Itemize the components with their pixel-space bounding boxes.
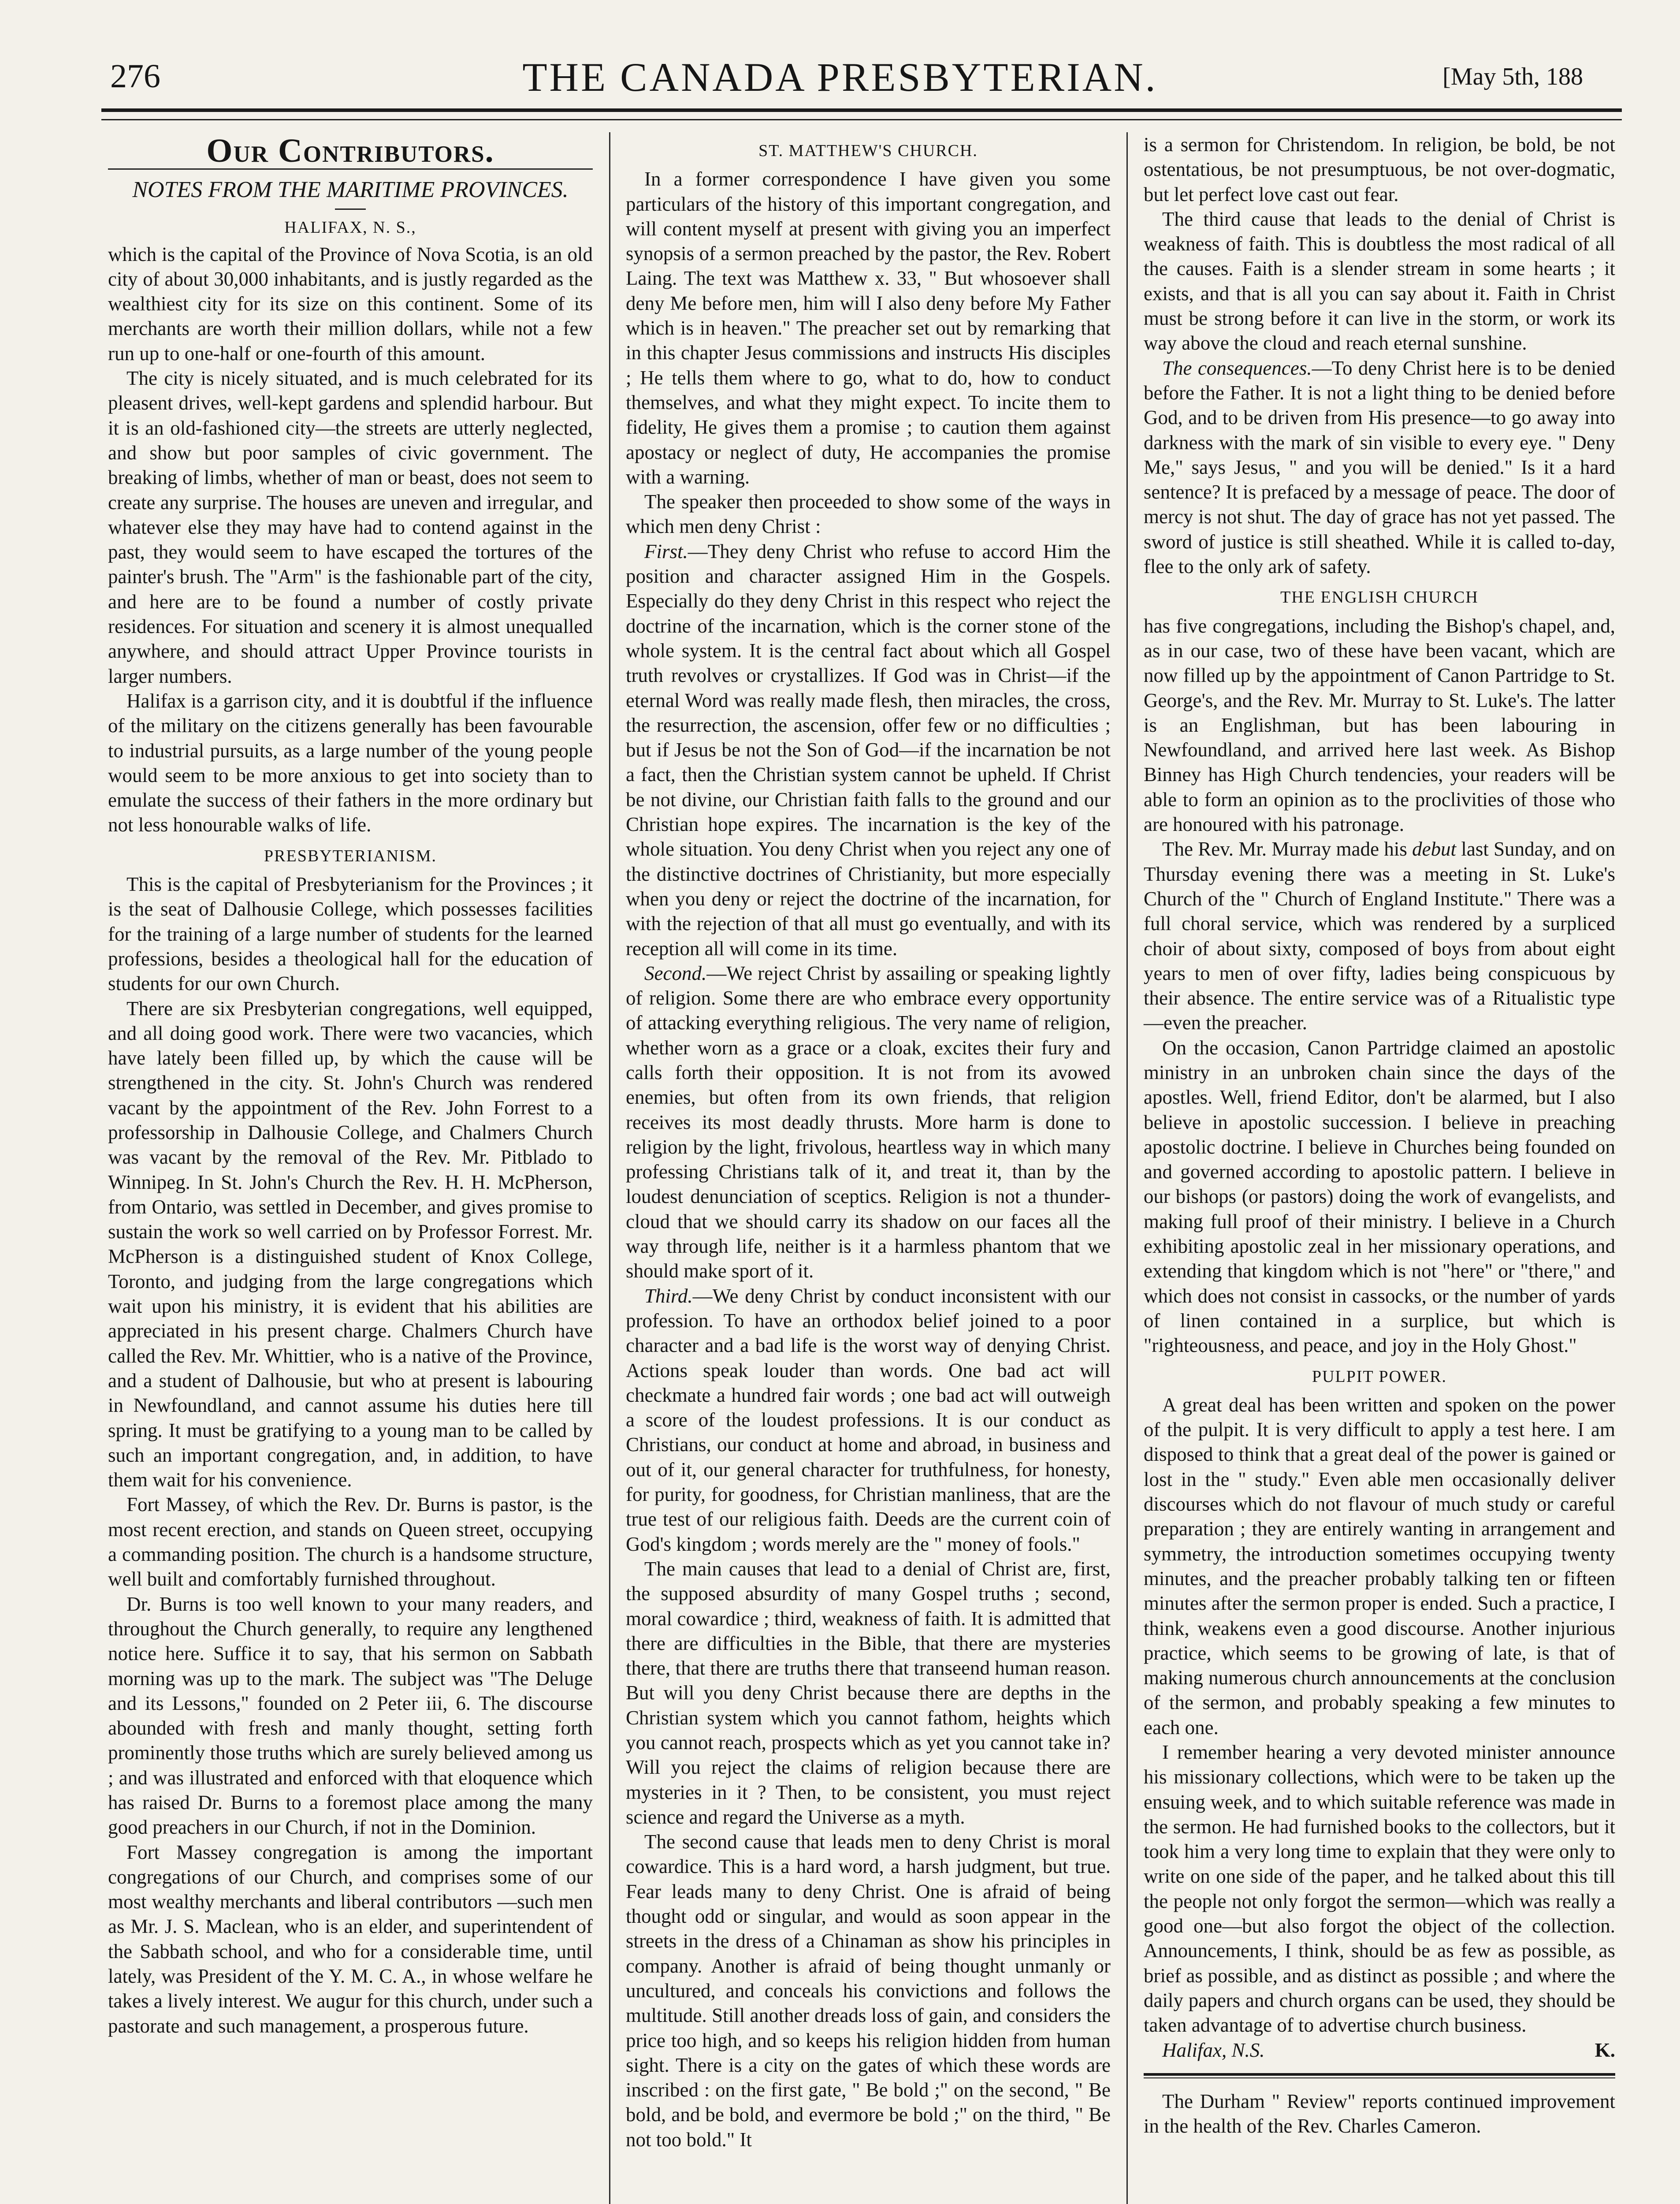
paragraph: There are six Presbyterian congregations, well equipped, and all doing good work. There were two vacancies, which have lately been filled up, by which the cause will be strengthened in the city. St. John's Church was rendered vacant by the appointment of the Rev. John Forrest to a professorship in Dalhousie College, and Chalmers Church was vacant by the removal of the Rev. Mr. Pitblado to Winnipeg. In St. John's Church the Rev. H. H. McPherson, from Ontario, was settled in December, and gives promise to sustain the work so well carried on by Professor Forrest. Mr. McPherson is a distinguished student of Knox College, Toronto, and judging from the large congregations which wait upon his ministry, it is evident that his abilities are appreciated in his present charge. Chalmers Church have called the Rev. Mr. Whittier, who is a native of the Province, and a student of Dalhousie, but who at present is labouring in Newfoundland, and cannot assume his duties here till spring. It must be gratifying to a young man to be called by such an important congregation, and, in addition, to have them wait for his convenience.: [108, 997, 593, 1491]
paragraph: The second cause that leads men to deny Christ is moral cowardice. This is a hard word, a harsh judgment, but true. Fear leads many to deny Christ. One is afraid of being thought odd or singular, and would as soon appear in the streets in the dress of a Chinaman as show his principles in company. Another is afraid of being thought unmanly or uncultured, and conceals his convictions and follows the multitude. Still another dreads loss of gain, and considers the price too high, and so keeps his religion hidden from human sight. There is a city on the gates of which these words are inscribed : on the first gate, " Be bold ;" on the second, " Be bold, and be bold, and evermore be bold ;" on the third, " Be not too bold." It: [626, 1831, 1111, 2151]
paragraph: The speaker then proceeded to show some of the ways in which men deny Christ :: [626, 491, 1111, 538]
paragraph: [626, 539, 1111, 961]
italic-word: debut: [1412, 838, 1457, 860]
signature-place: Halifax, N.S.: [1162, 2039, 1265, 2061]
paragraph-lead: Third.: [644, 1284, 693, 1307]
paragraph: In a former correspondence I have given you some particulars of the history of this important congregation, and will content myself at present with giving you an imperfect synopsis of a sermon preached by the pastor, the Rev. Robert Laing. The text was Matthew x. 33, " But whosoever shall deny Me before men, him will I also deny before My Father which is in heaven." The preacher set out by remarking that in this chapter Jesus commissions and instructs His disciples ; He tells them where to go, what to do, how to conduct themselves, and what they might expect. To incite them to fidelity, He gives them a promise ; to caution them against apostacy or neglect of duty, He accompanies the promise with a warning.: [626, 168, 1111, 488]
title-dash: [335, 208, 366, 210]
subheading: PULPIT POWER.: [1312, 1367, 1447, 1386]
paragraph: Dr. Burns is too well known to your many readers, and throughout the Church generally, to require any lengthened notice here. Suffice it to say, that his sermon on Sabbath morning was up to the mark. The subject was "The Deluge and its Lessons," founded on 2 Peter iii, 6. The discourse abounded with fresh and manly thought, setting forth prominently those truths which are surely believed among us ; and was illustrated and enforced with that eloquence which has raised Dr. Burns to a foremost place among the many good preachers in our Church, if not in the Dominion.: [108, 1593, 593, 1839]
paragraph: I remember hearing a very devoted minister announce his missionary collections, which were to be taken up the ensuing week, and to which suitable reference was made in the sermon. He had furnished books to the collectors, but it took him a very long time to explain that they were only to write on one side of the paper, and he talked about this till the people not only forgot the sermon—which was really a good one—but also forgot the object of the collection. Announcements, I think, should be as few as possible, as brief as possible, and as distinct as possible ; and where the daily papers and church organs can be used, they should be taken advantage of to advertise church business.: [1144, 1741, 1615, 2036]
article-divider-thin: [1144, 2077, 1615, 2078]
paragraph: [1144, 837, 1615, 1035]
column-divider: [1126, 132, 1128, 2204]
column-divider: [609, 132, 610, 2204]
paragraph-lead: The Rev. Mr. Murray made his: [1162, 838, 1412, 860]
paragraph: Fort Massey congregation is among the important congregations of our Church, and comprises some of our most wealthy merchants and liberal contributors —such men as Mr. J. S. Maclean, who is an elder, and superintendent of the Sabbath school, and who for a considerable time, until lately, was President of the Y. M. C. A., in whose welfare he takes a lively interest. We augur for this church, under such a pastorate and such management, a prosperous future.: [108, 1841, 593, 2037]
column-1: [108, 132, 593, 2038]
paragraph-body: —To deny Christ here is to be denied before the Father. It is not a light thing to be denied before God, and to be driven from His presence—to go away into darkness with the mark of sin visible to every eye. " Deny Me," says Jesus, " and you will be denied." Is it a hard sentence? It is prefaced by a message of peace. The door of mercy is not shut. The day of grace has not yet passed. The sword of justice is still sheathed. While it is called to-day, flee to the only ark of safety.: [1144, 357, 1616, 578]
paragraph: On the occasion, Canon Partridge claimed an apostolic ministry in an unbroken chain since the days of the apostles. Well, friend Editor, don't be alarmed, but I also believe in apostolic succession. I believe in preaching apostolic doctrine. I believe in Churches being founded on and governed according to apostolic pattern. I believe in our bishops (or pastors) doing the work of evangelists, and making full proof of their ministry. I believe in a Church exhibiting apostolic zeal in her missionary operations, and extending that kingdom which is not "here" or "there," and which does not consist in cassocks, or the number of yards of linen contained in a surplice, but which is "righteousness, and peace, and joy in the Holy Ghost.": [1144, 1036, 1615, 1357]
paragraph: [626, 961, 1111, 1284]
header-rule-thin: [101, 119, 1622, 120]
column-2: [626, 132, 1111, 2152]
paragraph: [626, 1284, 1111, 1556]
subheading: THE ENGLISH CHURCH: [1280, 588, 1479, 607]
paragraph: has five congregations, including the Bishop's chapel, and, as in our case, two of these have been vacant, which are now filled up by the appointment of Canon Partridge to St. George's, and the Rev. Mr. Murray to St. Luke's. The latter is an Englishman, but has been labouring in Newfoundland, and arrived here last week. As Bishop Binney has High Church tendencies, your readers will be able to form an opinion as to the proclivities of those who are honoured with his patronage.: [1144, 614, 1615, 836]
subheading: PRESBYTERIANISM.: [264, 846, 437, 865]
paragraph: The city is nicely situated, and is much celebrated for its pleasent drives, well-kept gardens and splendid harbour. But it is an old-fashioned city—the streets are utterly neglected, and show but poor samples of civic government. The breaking of limbs, whether of man or beast, does not seem to create any surprise. The houses are uneven and irregular, and whatever else they may have had to contend against in the past, they would seem to have escaped the tortures of the painter's brush. The "Arm" is the fashionable part of the city, and here are to be found a number of costly private residences. For situation and scenery it is almost unequalled anywhere, and should attract Upper Province tourists in larger numbers.: [108, 367, 593, 687]
paragraph: A great deal has been written and spoken on the power of the pulpit. It is very difficult to apply a test here. I am disposed to think that a great deal of the power is gained or lost in the " study." Even able men occasionally deliver discourses which do not flavour of much study or careful preparation ; they are entirely wanting in arrangement and symmetry, the introduction sometimes occupying twenty minutes, and the preacher probably talking ten or fifteen minutes after the sermon proper is ended. Such a practice, I think, weakens even a good discourse. Another injurious practice, which seems to be growing of late, is that of making numerous church announcements at the conclusion of the sermon, and probably speaking a few minutes to each one.: [1144, 1393, 1615, 1739]
paragraph: Halifax is a garrison city, and it is doubtful if the influence of the military on the citizens generally has been favourable to industrial pursuits, as a large number of the young people would seem to be more anxious to get into society than to emulate the success of their fathers in the more ordinary but not less honourable walks of life.: [108, 689, 593, 836]
masthead: [0, 57, 1680, 115]
paragraph-body: —We reject Christ by assailing or speaking lightly of religion. Some there are who embrace every opportunity of attacking everything religious. The very name of religion, whether worn as a grace or a cloak, excites their fury and calls forth their opposition. It is not from its avowed enemies, but often from its own friends, that religion receives its most deadly thrusts. More harm is done to religion by the light, frivolous, heartless way in which many professing Christians talk of it, and treat it, than by the loudest denunciation of sceptics. Religion is not a thunder-cloud that we should carry its shadow on our faces all the way through life, neither is it a harmless phantom that we should make sport of it.: [626, 962, 1111, 1282]
paragraph: The Durham " Review" reports continued improvement in the health of the Rev. Charles Cameron.: [1144, 2090, 1615, 2137]
signature-initial: K.: [1595, 2039, 1615, 2061]
paragraph-body: last Sunday, and on Thursday evening there was a meeting in St. Luke's Church of the " Church of England Institute." There was a full choral service, which was rendered by a surpliced choir of about sixty, composed of boys from about eight years to men of over fifty, ladies being conspicuous by their absence. The entire service was of a Ritualistic type—even the preacher.: [1144, 838, 1616, 1034]
section-banner: Our Contributors.: [206, 132, 494, 169]
subheading: ST. MATTHEW'S CHURCH.: [758, 141, 978, 160]
issue-date: [May 5th, 188: [1442, 63, 1583, 90]
column-3: [1144, 132, 1615, 2138]
article-divider: [1144, 2073, 1615, 2076]
paragraph: This is the capital of Presbyterianism for the Provinces ; it is the seat of Dalhousie College, which possesses facilities for the training of a large number of students for the learned professions, besides a theological hall for the education of students for our own Church.: [108, 873, 593, 995]
paragraph-body: —We deny Christ by conduct inconsistent with our profession. To have an orthodox belief joined to a poor character and a bad life is the worst way of denying Christ. Actions speak louder than words. One bad act will checkmate a hundred fair words ; one bad act will outweigh a score of the loudest professions. It is our conduct as Christians, our conduct at home and abroad, in business and out of it, our general character for truthfulness, for honesty, for purity, for goodness, for Christian manliness, that are the true test of our religious faith. Deeds are the current coin of God's kingdom ; words merely are the " money of fools.": [626, 1284, 1111, 1555]
paragraph: Fort Massey, of which the Rev. Dr. Burns is pastor, is the most recent erection, and stands on Queen street, occupying a commanding position. The church is a handsome structure, well built and comfortably furnished throughout.: [108, 1493, 593, 1590]
page-number: 276: [110, 58, 160, 95]
paragraph: The third cause that leads to the denial of Christ is weakness of faith. This is doubtless the most radical of all the causes. Faith is a slender stream in some hearts ; it exists, and that is all you can say about it. Faith in Christ must be strong before it can live in the storm, or work its way above the cloud and reach eternal sunshine.: [1144, 208, 1615, 354]
dateline: HALIFAX, N. S.,: [284, 218, 416, 237]
paragraph-body: —They deny Christ who refuse to accord Him the position and character assigned Him in the Gospels. Especially do they deny Christ in this respect who reject the doctrine of the incarnation, which is the corner stone of the whole system. It is the central fact about which all Gospel truth revolves or crystallizes. If God was in Christ—if the eternal Word was really made flesh, then miracles, the cross, the resurrection, the ascension, offer few or no difficulties ; but if Jesus be not the Son of God—if the incarnation be not a fact, then the Christian system cannot be upheld. If Christ be not divine, our Christian faith falls to the ground and our Christian hope expires. The incarnation is the key of the whole situation. You deny Christ when you reject any one of the distinctive doctrines of Christianity, but more especially when you deny or reject the doctrine of the incarnation, for with the rejection of that all must go eventually, and with its reception all will come in its time.: [626, 540, 1111, 960]
header-rule-thick: [101, 108, 1622, 112]
paragraph: is a sermon for Christendom. In religion, be bold, be not ostentatious, be not presumptuous, be not over-dogmatic, but let perfect love cast out fear.: [1144, 134, 1615, 205]
paragraph-lead: The consequences.: [1162, 357, 1312, 379]
paragraph: which is the capital of the Province of Nova Scotia, is an old city of about 30,000 inhabitants, and is justly regarded as the wealthiest city for its size on this continent. Some of its merchants are worth their million dollars, while not a few run up to one-half or one-fourth of this amount.: [108, 243, 593, 365]
paragraph: The main causes that lead to a denial of Christ are, first, the supposed absurdity of many Gospel truths ; second, moral cowardice ; third, weakness of faith. It is admitted that there are difficulties in the Bible, that there are mysteries there, that there are truths there that transeend human reason. But will you deny Christ because there are depths in the Christian system which you cannot fathom, heights which you cannot reach, prospects which as yet you cannot take in? Will you reject the claims of religion because there are mysteries in it ? Then, to be consistent, you must reject science and regard the Universe as a myth.: [626, 1557, 1111, 1828]
signature-line: [1144, 2038, 1615, 2063]
article-title: NOTES FROM THE MARITIME PROVINCES.: [132, 177, 569, 203]
paragraph-lead: Second.: [644, 962, 707, 984]
newspaper-title: THE CANADA PRESBYTERIAN.: [522, 55, 1158, 100]
paragraph: [1144, 356, 1615, 579]
paragraph-lead: First.: [644, 540, 688, 562]
